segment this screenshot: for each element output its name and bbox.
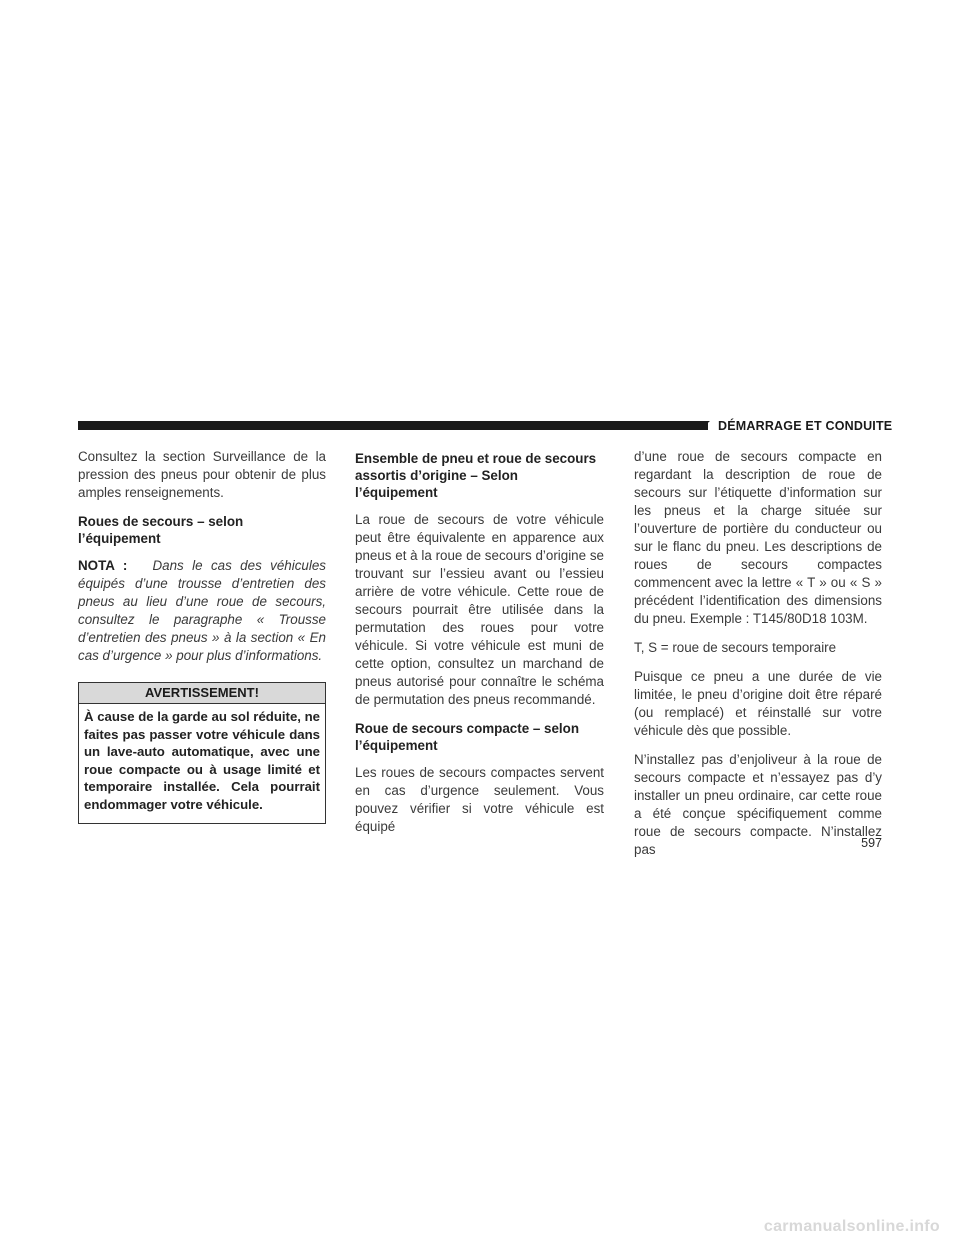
note xyxy=(78,557,326,665)
section-title: DÉMARRAGE ET CONDUITE xyxy=(718,419,893,433)
paragraph: Puisque ce pneu a une durée de vie limitée, le pneu d’origine doit être réparé (ou remplacé) et réinstallé sur votre véhicule dès que possible. xyxy=(634,669,882,738)
paragraph: N’installez pas d’enjoliveur à la roue de secours compacte et n’essayez pas d’y installer un pneu ordinaire, car cette roue a été conçue spécifiquement comme roue de secours compacte. N’installez pas xyxy=(634,752,882,857)
warning-title: AVERTISSEMENT! xyxy=(79,683,325,704)
paragraph: La roue de secours de votre véhicule peut être équivalente en apparence aux pneus et à la roue de secours d’origine se trouvant sur l’essieu avant ou l’essieu arrière de votre véhicule. Cette roue de secours pourrait être utilisée dans la permutation des roues pour votre véhicule. Si votre véhicule est muni de cette option, consultez un marchand de pneus autorisé pour connaître le schéma de permutation des pneus recommandé. xyxy=(355,512,604,707)
column-left xyxy=(78,448,326,824)
header-bar xyxy=(78,421,708,430)
note-label: NOTA : xyxy=(78,558,128,573)
heading-matching-spare: Ensemble de pneu et roue de secours assortis d’origine – Selon l’équipement xyxy=(355,451,597,500)
note-text: Dans le cas des véhicules équipés d’une trousse d’entretien des pneus au lieu d’une roue de secours, consultez le paragraphe « Trousse d’entretien des pneus » à la section « En cas d’urgence » pour plus d’informations. xyxy=(78,558,326,663)
paragraph: Les roues de secours compactes servent en cas d’urgence seulement. Vous pouvez vérifier si votre véhicule est équipé xyxy=(355,765,604,834)
heading-spare-wheels: Roues de secours – selon l’équipement xyxy=(78,514,244,546)
column-right xyxy=(634,448,882,870)
paragraph: T, S = roue de secours temporaire xyxy=(634,640,837,655)
heading-compact-spare: Roue de secours compacte – selon l’équipement xyxy=(355,721,579,753)
warning-box xyxy=(78,682,326,824)
paragraph: Consultez la section Surveillance de la pression des pneus pour obtenir de plus amples renseignements. xyxy=(78,449,326,500)
page-number: 597 xyxy=(861,836,882,850)
watermark: carmanualsonline.info xyxy=(763,1218,940,1235)
paragraph: d’une roue de secours compacte en regardant la description de roue de secours sur l’étiquette d’information sur les pneus et la charge située sur l’ouverture de portière du conducteur ou sur le flanc du pneu. Les descriptions de roues de secours compactes commencent avec la lettre « T » ou « S » précédent l’identification des dimensions du pneu. Exemple : T145/80D18 103M. xyxy=(634,449,882,626)
column-middle xyxy=(355,450,604,847)
warning-body: À cause de la garde au sol réduite, ne faites pas passer votre véhicule dans un lave-auto automatique, avec une roue compacte ou à usage limité et temporaire installée. Cela pourrait endommager votre véhicule. xyxy=(84,709,320,812)
